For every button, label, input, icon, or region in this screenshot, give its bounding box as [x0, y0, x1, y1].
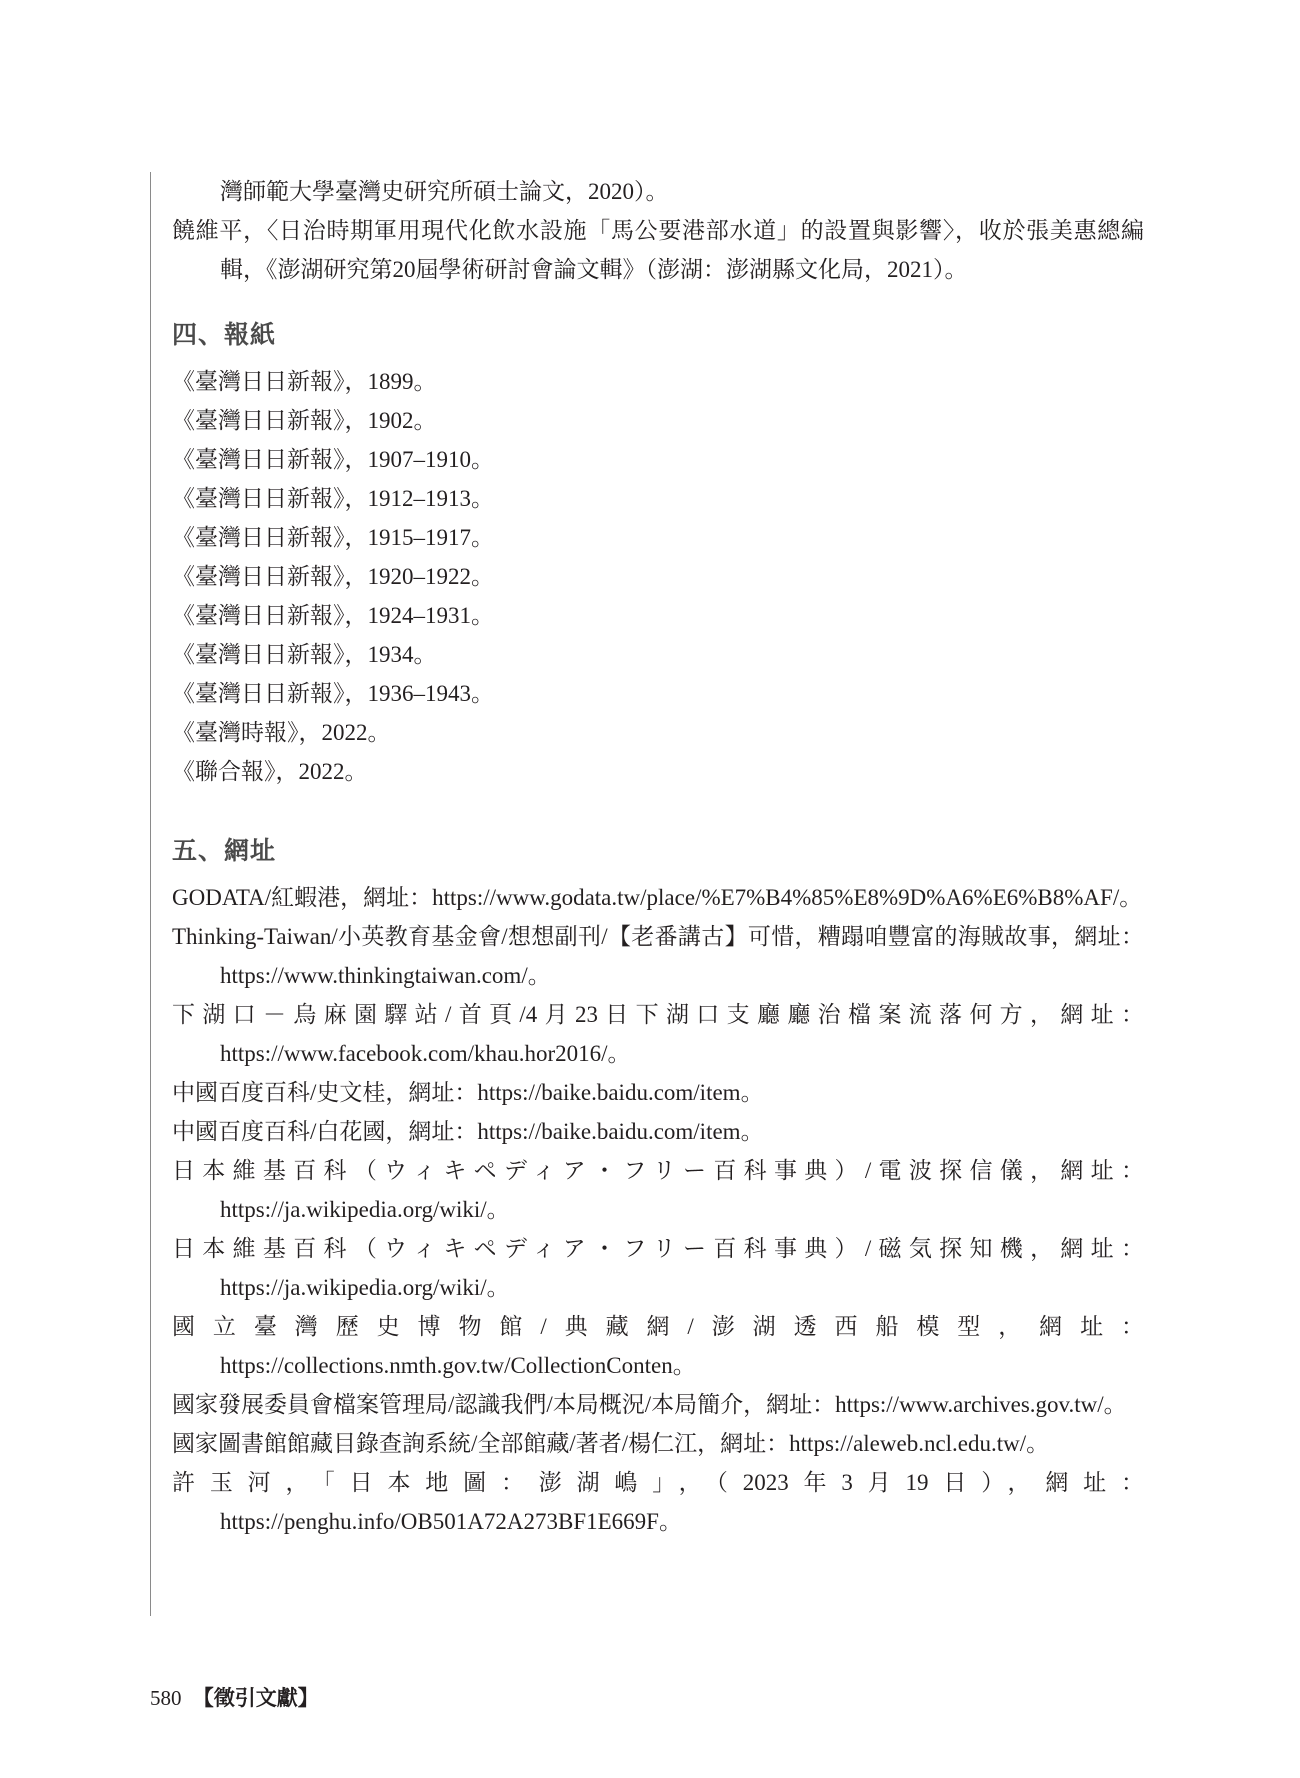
newspaper-item: 《臺灣日日新報》，1915–1917。 [172, 525, 494, 550]
website-citation: 日本維基百科（ウィキペディア・フリー百科事典）/磁気探知機，網址：https://ja.wikipedia.org/wiki/。 [172, 1236, 1144, 1300]
website-citation: 許玉河，「日本地圖：澎湖嶋」，（2023年3月19日），網址：https://penghu.info/OB501A72A273BF1E669F。 [172, 1470, 1144, 1534]
newspaper-item: 《聯合報》，2022。 [172, 759, 368, 784]
newspaper-item: 《臺灣時報》，2022。 [172, 720, 391, 745]
newspaper-item: 《臺灣日日新報》，1936–1943。 [172, 681, 494, 706]
website-list [172, 878, 1144, 1541]
continued-citation: 灣師範大學臺灣史研究所碩士論文，2020）。 [220, 179, 669, 204]
newspaper-item: 《臺灣日日新報》，1934。 [172, 642, 437, 667]
website-citation: 中國百度百科/白花國，網址：https://baike.baidu.com/item。 [172, 1119, 764, 1144]
newspaper-item: 《臺灣日日新報》，1907–1910。 [172, 447, 494, 472]
website-citation: 國家發展委員會檔案管理局/認識我們/本局概況/本局簡介，網址：https://www.archives.gov.tw/。 [172, 1392, 1127, 1417]
margin-rule [150, 172, 151, 1616]
page-footer [150, 1682, 319, 1712]
newspaper-item: 《臺灣日日新報》，1924–1931。 [172, 603, 494, 628]
newspaper-item: 《臺灣日日新報》，1899。 [172, 369, 437, 394]
newspaper-item: 《臺灣日日新報》，1902。 [172, 408, 437, 433]
newspaper-item: 《臺灣日日新報》，1920–1922。 [172, 564, 494, 589]
section-heading-websites: 五、網址 [172, 836, 277, 865]
website-citation: 國家圖書館館藏目錄查詢系統/全部館藏/著者/楊仁江，網址：https://aleweb.ncl.edu.tw/。 [172, 1431, 1050, 1456]
thesis-citation: 饒維平，〈日治時期軍用現代化飲水設施「馬公要港部水道」的設置與影響〉，收於張美惠總編輯，《澎湖研究第20屆學術研討會論文輯》（澎湖：澎湖縣文化局，2021）。 [172, 218, 1144, 282]
website-citation: 下湖口－烏麻園驛站/首頁/4月23日下湖口支廳廳治檔案流落何方，網址：https://www.facebook.com/khau.hor2016/。 [172, 1002, 1144, 1066]
website-citation: 中國百度百科/史文桂，網址：https://baike.baidu.com/item。 [172, 1080, 764, 1105]
newspaper-item: 《臺灣日日新報》，1912–1913。 [172, 486, 494, 511]
page-content [172, 172, 1144, 1541]
website-citation: 國立臺灣歷史博物館/典藏網/澎湖透西船模型，網址：https://collections.nmth.gov.tw/CollectionConten。 [172, 1314, 1144, 1378]
running-section-label: 【徵引文獻】 [192, 1686, 319, 1710]
page-number: 580 [150, 1686, 182, 1710]
newspaper-list [172, 362, 1144, 791]
website-citation: GODATA/紅蝦港，網址：https://www.godata.tw/place/%E7%B4%85%E8%9D%A6%E6%B8%AF/。 [172, 885, 1143, 910]
section-heading-newspapers: 四、報紙 [172, 320, 277, 349]
website-citation: Thinking-Taiwan/小英教育基金會/想想副刊/【老番講古】可惜，糟蹋咱豐富的海賊故事，網址：https://www.thinkingtaiwan.com/。 [172, 924, 1144, 988]
website-citation: 日本維基百科（ウィキペディア・フリー百科事典）/電波探信儀，網址：https://ja.wikipedia.org/wiki/。 [172, 1158, 1144, 1222]
